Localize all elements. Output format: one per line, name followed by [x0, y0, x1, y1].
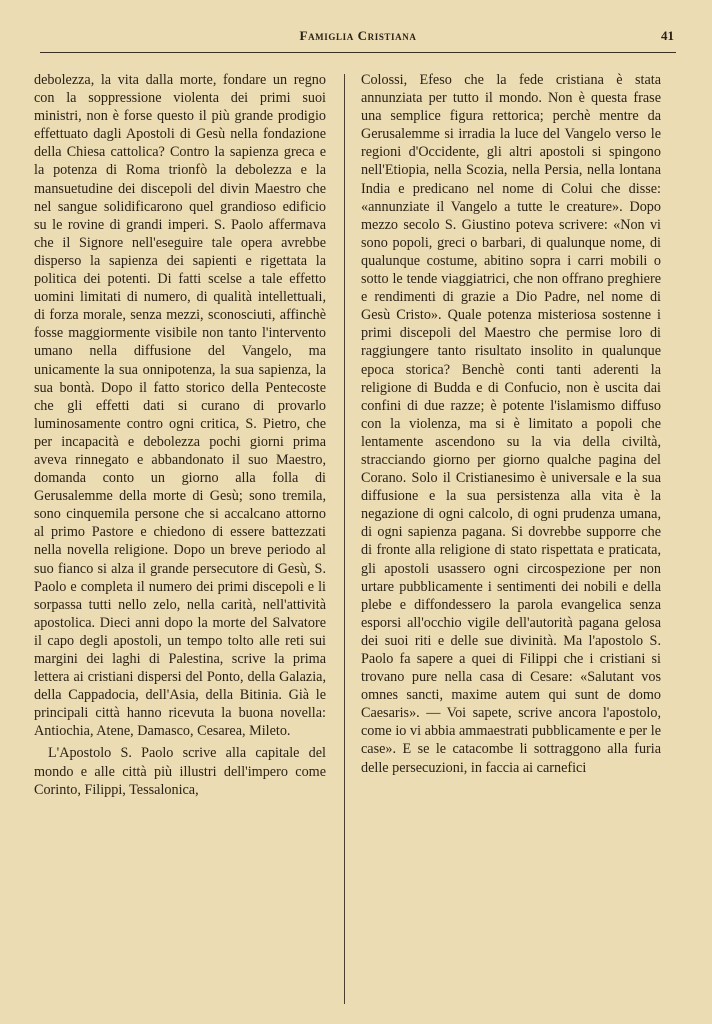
- page-number: 41: [661, 28, 674, 43]
- right-paragraph-1: Colossi, Efeso che la fede cristiana è stata annunziata per tutto il mondo. Non è questa frase una semplice figura rettorica; perchè mentre da Gerusalemme si irradia la luce del Vangelo verso le regioni d'Occidente, gli altri apostoli si spingono nell'Etiopia, nella Scozia, nella Persia, nella lontana India e predicano nel nome di Colui che disse: «annunziate il Vangelo a tutte le creature». Dopo mezzo secolo S. Giustino poteva scrivere: «Non vi sono popoli, greci o barbari, di qualunque nome, di qualunque costume, abitino sopra i carri mobili o sotto le tende viaggiatrici, che non offrano preghiere e rendimenti di grazie a Dio Padre, nel nome di Gesù Cristo». Quale potenza misteriosa sostenne i primi discepoli del Maestro che permise loro di raggiungere tanto risultato insolito in qualunque epoca storica? Benchè conti tanti aderenti la religione di Budda e di Confucio, non è uscita dai confini di due razze; è potente l'islamismo diffuso con la violenza, ma si è limitato a popoli che lentamente ascendono su la via della civiltà, stracciando giorno per giorno qualche pagina del Corano. Solo il Cristianesimo è universale e la sua diffusione e la sua persistenza alla vita è la negazione di ogni calcolo, di ogni prudenza umana, di ogni sapienza pagana. Si dovrebbe supporre che di fronte alla religione di stato rispettata e praticata, gli apostoli usassero ogni circospezione per non urtare pubblicamente i sentimenti dei nobili e della plebe e diffondessero la parola evangelica senza esporsi all'occhio vigile dell'autorità pagana gelosa dei suoi riti e delle sue divinità. Ma l'apostolo S. Paolo fa sapere a quei di Filippi che i cristiani si trovano pure nella casa di Cesare: «Salutant vos omnes sancti, maxime autem qui sunt de domo Caesaris». — Voi sapete, scrive ancora l'apostolo, come io vi abbia ammaestrati pubblicamente e per le case». E se le catacombe li sottraggono alla furia delle persecuzioni, in faccia ai carnefici: [361, 72, 661, 776]
- left-paragraph-2: L'Apostolo S. Paolo scrive alla capitale del mondo e alle città più illustri dell'impero come Corinto, Filippi, Tessalonica,: [34, 745, 326, 798]
- right-column: [361, 71, 661, 777]
- page-header: [40, 26, 676, 53]
- column-divider: [344, 74, 345, 1004]
- left-column: [34, 71, 326, 799]
- running-title: Famiglia Cristiana: [299, 28, 417, 43]
- left-paragraph-1: debolezza, la vita dalla morte, fondare un regno con la soppressione violenta dei primi suoi ministri, non è forse questo il più grande prodigio effettuato dagli Apostoli di Gesù nella fondazione della Chiesa cattolica? Contro la sapienza greca e la potenza di Roma trionfò la debolezza e la mansuetudine dei discepoli del divin Maestro che nel sangue solidificarono quel grandioso edificio su le rovine di grandi imperi. S. Paolo affermava che il Signore nell'eseguire tale opera avrebbe disperso la sapienza dei sapienti e rigettata la politica dei potenti. Di fatti scelse a tale effetto uomini limitati di numero, di qualità intellettuali, di forza morale, senza mezzi, sconosciuti, affinchè fosse maggiormente visibile non tanto l'intervento umano nella diffusione del Vangelo, ma unicamente la sua onnipotenza, la sua sapienza, la sua bontà. Dopo il fatto storico della Pentecoste che gli effetti dati si curano di provarlo luminosamente contro ogni critica, S. Pietro, che per incapacità e debolezza pochi giorni prima aveva rinnegato e abbandonato il suo Maestro, domanda conto un giorno alla folla di Gerusalemme della morte di Gesù; sono tremila, sono cinquemila persone che si accalcano attorno al primo Pastore e chiedono di essere battezzati nella novella religione. Dopo un breve periodo al suo fianco si alza il grande persecutore di Gesù, S. Paolo e completa il numero dei primi discepoli e li sorpassa tutti nello zelo, nella carità, nell'attività apostolica. Dieci anni dopo la morte del Salvatore il capo degli apostoli, un tempo tolto alle reti sui margini dei laghi di Palestina, scrive la prima lettera ai cristiani dispersi del Ponto, della Galazia, della Cappadocia, dell'Asia, della Bitinia. Già le principali città hanno ricevuta la buona novella: Antiochia, Atene, Damasco, Cesarea, Mileto.: [34, 72, 326, 740]
